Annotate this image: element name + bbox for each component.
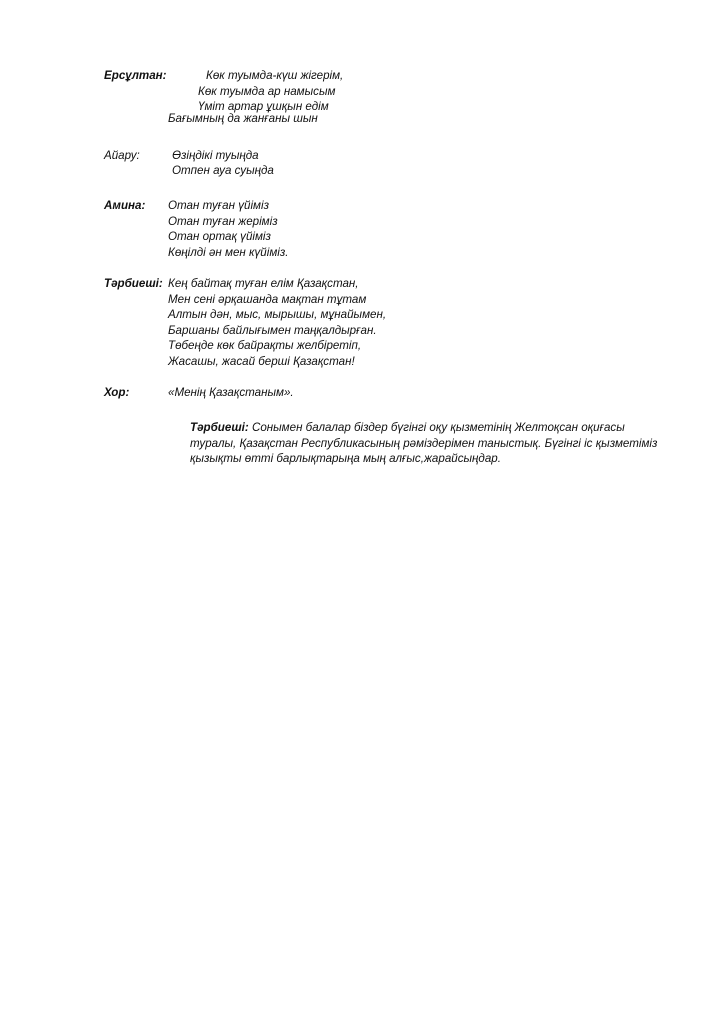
verse-line: Отан туған жеріміз: [168, 214, 278, 228]
verse-line: Отан ортақ үйіміз: [168, 230, 271, 243]
verse-line: Көк туымда ар намысым: [198, 85, 336, 98]
song-title: «Менің Қазақстаным».: [168, 386, 294, 399]
closing-speaker: Тәрбиеші:: [190, 421, 249, 434]
verse-line: Мен сені әрқашанда мақтан тұтам: [168, 292, 367, 306]
speaker-choir: Хор:: [104, 386, 130, 399]
speaker-amina: Амина:: [104, 199, 146, 212]
verse-line: Көңілді ән мен күйіміз.: [168, 245, 289, 259]
speaker-teacher: Тәрбиеші:: [104, 277, 163, 290]
closing-paragraph: [190, 420, 660, 467]
verse-line: Жасашы, жасай берші Қазақстан!: [168, 354, 355, 368]
speaker-ersultan: Ерсұлтан:: [104, 69, 167, 82]
verse-line: Отан туған үйіміз: [168, 199, 269, 212]
verse-line: Кең байтақ туған елім Қазақстан,: [168, 277, 359, 290]
verse-line: Төбеңде көк байрақты желбіретіп,: [168, 339, 362, 352]
verse-line: Бағымның да жанғаны шын: [168, 112, 318, 125]
closing-text: Сонымен балалар біздер бүгінгі оқу қызметінің Желтоқсан оқиғасы туралы, Қазақстан Республикасының рәміздерімен таныстық. Бүгінгі іс қызметіміз қызықты өтті барлықтарыңа мың алғыс,жарайсыңдар.: [190, 421, 658, 465]
verse-line: Көк туымда-күш жігерім,: [206, 69, 344, 82]
verse-block-teacher: [168, 276, 386, 369]
verse-block-amina: [168, 198, 288, 260]
verse-line: Өзіңдікі туыңда: [172, 149, 259, 162]
speaker-ayaru: Айару:: [104, 149, 140, 162]
verse-line: Отпен ауа суыңда: [172, 164, 274, 177]
verse-line: Баршаны байлығымен таңқалдырған.: [168, 323, 377, 337]
verse-line: Алтын дән, мыс, мырышы, мұнайымен,: [168, 308, 387, 321]
verse-line: Үміт артар ұшқын едім: [198, 100, 329, 113]
